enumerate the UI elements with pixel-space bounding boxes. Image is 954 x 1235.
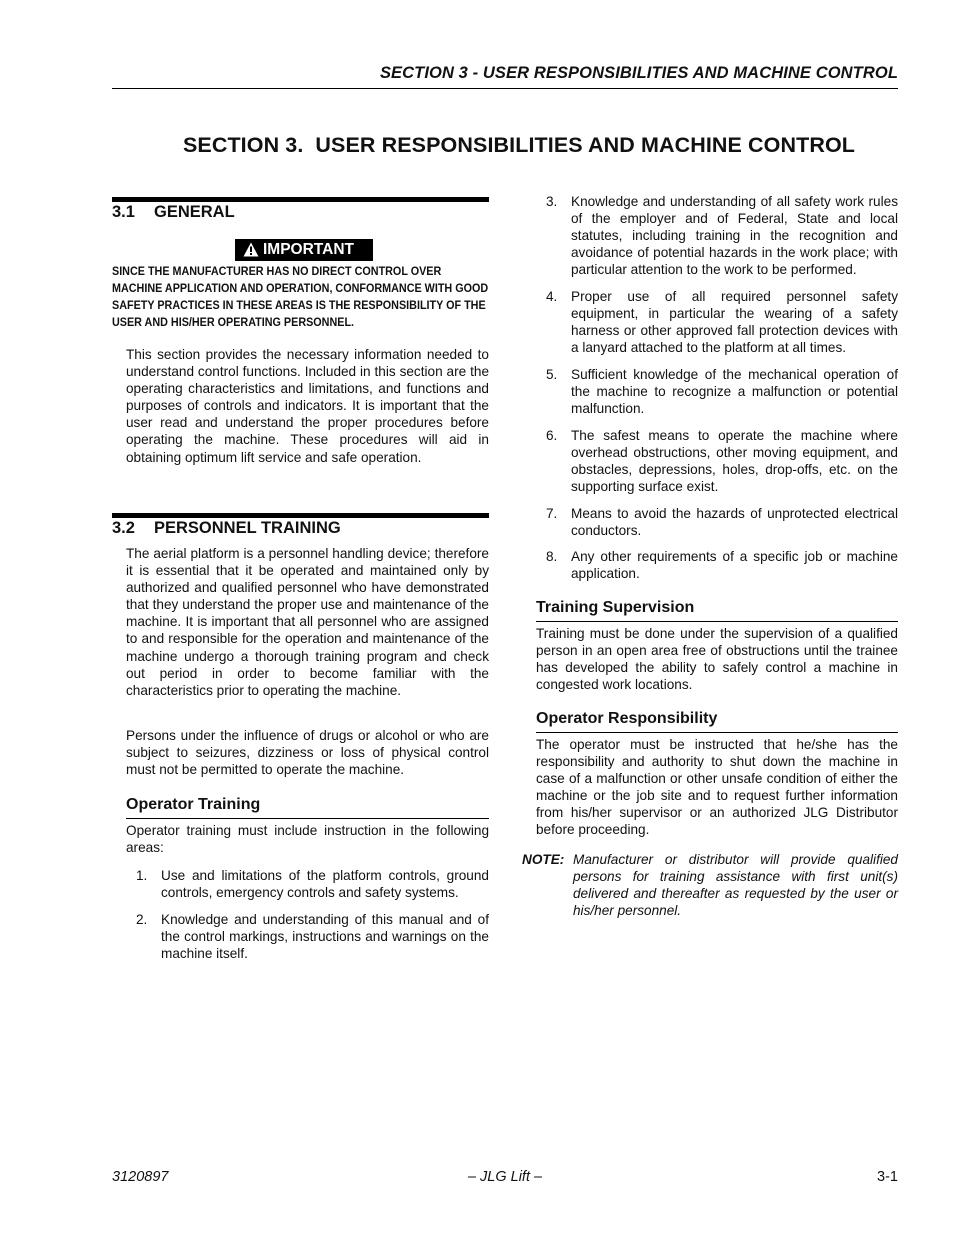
list-text: Knowledge and understanding of all safety work rules of the employer and of Federal, State and local statutes, including training in the recognition and avoidance of potential hazards in the work place; with particular attention to the work to be performed. bbox=[571, 194, 898, 278]
section-heading-training bbox=[112, 519, 341, 538]
section-bar-general bbox=[112, 197, 489, 202]
section-bar-training bbox=[112, 513, 489, 518]
page-title bbox=[112, 133, 926, 158]
list-text: Proper use of all required personnel safety equipment, in particular the wearing of a safety harness or other approved fall protection devices with a lanyard attached to the platform at all times. bbox=[571, 289, 898, 356]
warning-triangle-icon bbox=[243, 242, 259, 257]
footer-doc-number: 3120897 bbox=[112, 1169, 169, 1185]
footer-page-number: 3-1 bbox=[877, 1169, 898, 1185]
list-text: Any other requirements of a specific job or machine application. bbox=[571, 549, 898, 582]
important-badge bbox=[235, 239, 373, 261]
list-number: 3. bbox=[546, 194, 558, 209]
note-text: Manufacturer or distributor will provide qualified persons for training assistance with first unit(s) delivered and thereafter as requested by the user or his/her personnel. bbox=[573, 852, 898, 919]
section-number: 3.2 bbox=[112, 519, 135, 537]
section-heading-general bbox=[112, 203, 235, 222]
list-number: 8. bbox=[546, 549, 558, 564]
operator-training-intro: Operator training must include instruction in the following areas: bbox=[126, 823, 489, 856]
section-title: PERSONNEL TRAINING bbox=[154, 519, 341, 537]
list-text: Use and limitations of the platform controls, ground controls, emergency controls and safety systems. bbox=[161, 868, 489, 901]
subheading-rule bbox=[126, 818, 489, 819]
list-text: Knowledge and understanding of this manual and of the control markings, instructions and warnings on the machine itself. bbox=[161, 912, 489, 962]
general-paragraph: This section provides the necessary information needed to understand control functions. Included in this section are the operating characteristics and limitations, and functions and purposes of controls and indicators. It is important that the user read and understand the proper procedures before operating the machine. These procedures will aid in obtaining optimum lift service and safe operation. bbox=[126, 347, 489, 465]
footer-center: – JLG Lift – bbox=[467, 1169, 543, 1185]
list-number: 4. bbox=[546, 289, 558, 304]
page-title-text: USER RESPONSIBILITIES AND MACHINE CONTROL bbox=[315, 133, 856, 157]
subheading-operator-responsibility: Operator Responsibility bbox=[536, 710, 718, 727]
training-supervision-paragraph: Training must be done under the supervision of a qualified person in an open area free of obstructions until the trainee has developed the ability to safely control a machine in congested work locations. bbox=[536, 626, 898, 693]
header-rule bbox=[112, 88, 898, 89]
subheading-training-supervision: Training Supervision bbox=[536, 599, 695, 616]
list-text: The safest means to operate the machine where overhead obstructions, other moving equipment, and obstacles, depressions, holes, drop-offs, etc. on the supporting surface exist. bbox=[571, 428, 898, 495]
page-title-label: SECTION 3. bbox=[182, 133, 304, 157]
subheading-rule bbox=[536, 732, 898, 733]
section-title: GENERAL bbox=[154, 203, 235, 221]
subheading-rule bbox=[536, 621, 898, 622]
section-number: 3.1 bbox=[112, 203, 135, 221]
list-text: Means to avoid the hazards of unprotected electrical conductors. bbox=[571, 506, 898, 539]
list-text: Sufficient knowledge of the mechanical operation of the machine to recognize a malfunction or potential malfunction. bbox=[571, 367, 898, 417]
list-number: 7. bbox=[546, 506, 558, 521]
important-text: SINCE THE MANUFACTURER HAS NO DIRECT CONTROL OVER MACHINE APPLICATION AND OPERATION, CONFORMANCE WITH GOOD SAFETY PRACTICES IN THESE AREAS IS THE RESPONSIBILITY OF THE USER AND HIS/HER OPERATING PERSONNEL. bbox=[112, 265, 489, 329]
list-number: 2. bbox=[136, 912, 148, 927]
note-label: NOTE: bbox=[522, 852, 565, 867]
training-paragraph-1: The aerial platform is a personnel handling device; therefore it is essential that it be operated and maintained only by authorized and qualified personnel who have demonstrated that they understand the proper use and maintenance of the machine. It is important that all personnel who are assigned to and responsible for the operation and maintenance of the machine undergo a thorough training program and check out period in order to become familiar with the characteristics prior to operating the machine. bbox=[126, 546, 489, 698]
running-head: SECTION 3 - USER RESPONSIBILITIES AND MACHINE CONTROL bbox=[379, 64, 898, 82]
operator-responsibility-paragraph: The operator must be instructed that he/she has the responsibility and authority to shut down the machine in case of a malfunction or other unsafe condition of either the machine or the job site and to request further information from his/her supervisor or an authorized JLG Distributor before proceeding. bbox=[536, 737, 898, 838]
subheading-operator-training: Operator Training bbox=[126, 796, 261, 813]
list-number: 6. bbox=[546, 428, 558, 443]
list-number: 1. bbox=[136, 868, 148, 883]
important-label: IMPORTANT bbox=[263, 241, 354, 258]
list-number: 5. bbox=[546, 367, 558, 382]
training-paragraph-2: Persons under the influence of drugs or alcohol or who are subject to seizures, dizziness or loss of physical control must not be permitted to operate the machine. bbox=[126, 728, 489, 778]
